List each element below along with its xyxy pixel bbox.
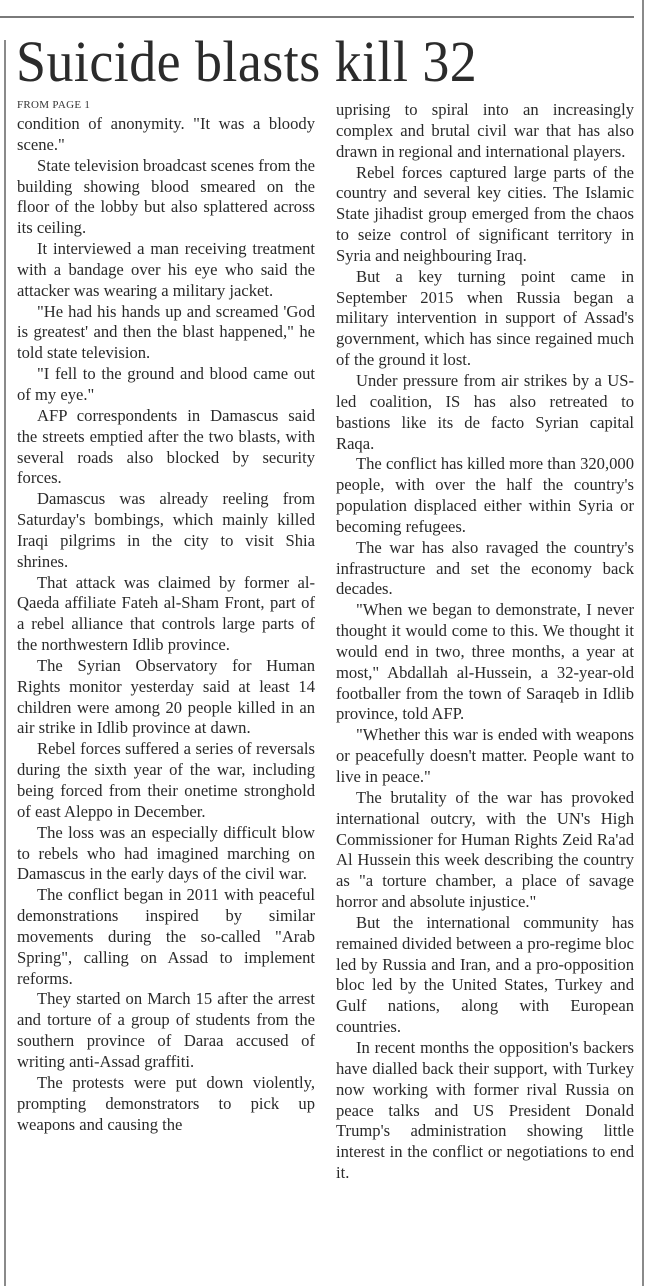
paragraph: "Whether this war is ended with weapons or peacefully doesn't matter. People want to live in peace." [336,725,634,786]
paragraph: AFP correspondents in Damascus said the streets emptied after the two blasts, with several roads also blocked by security forces. [17,405,315,488]
top-rule-divider [0,16,634,18]
paragraph: In recent months the opposition's backers have dialled back their support, with Turkey now working with former rival Russia on peace talks and US President Donald Trump's administration showing little interest in the conflict or negotiations to end it. [336,1037,634,1183]
paragraph: But a key turning point came in September 2015 when Russia began a military intervention in support of Assad's government, which has since regained much of the ground it lost. [336,266,634,370]
paragraph: The loss was an especially difficult blow to rebels who had imagined marching on Damascus in the early days of the civil war. [17,822,315,884]
paragraph: Under pressure from air strikes by a US-led coalition, IS has also retreated to bastions like its de facto Syrian capital Raqa. [336,370,634,453]
paragraph: uprising to spiral into an increasingly complex and brutal civil war that has also drawn in regional and international players. [336,100,634,161]
paragraph: State television broadcast scenes from the building showing blood smeared on the floor of the lobby but also splattered across its ceiling. [17,155,315,238]
paragraph: It interviewed a man receiving treatment with a bandage over his eye who said the attacker was wearing a military jacket. [17,239,315,300]
paragraph: The protests were put down violently, prompting demonstrators to pick up weapons and causing the [17,1072,315,1134]
paragraph: Damascus was already reeling from Saturday's bombings, which mainly killed Iraqi pilgrims in the city to visit Shia shrines. [17,489,315,571]
paragraph: condition of anonymity. "It was a bloody scene." [17,114,315,154]
paragraph: The brutality of the war has provoked international outcry, with the UN's High Commissioner for Human Rights Zeid Ra'ad Al Hussein this week describing the country as "a torture chamber, a place of savage horror and absolute injustice." [336,787,634,912]
paragraph: But the international community has remained divided between a pro-regime bloc led by Russia and Iran, and a pro-opposition bloc led by the United States, Turkey and Gulf nations, along with European countries. [336,912,634,1037]
paragraph: "He had his hands up and screamed 'God is greatest' and then the blast happened," he told state television. [17,301,315,363]
paragraph: Rebel forces captured large parts of the country and several key cities. The Islamic State jihadist group emerged from the chaos to seize control of significant territory in Syria and neighbouring Iraq. [336,162,634,265]
from-page-kicker: FROM PAGE 1 [17,99,91,111]
article-column-left [17,114,315,1135]
paragraph: That attack was claimed by former al-Qaeda affiliate Fateh al-Sham Front, part of a rebel alliance that controls large parts of the northwestern Idlib province. [17,572,315,655]
paragraph: "When we began to demonstrate, I never thought it would come to this. We thought it would end in two, three months, a year at most," Abdallah al-Hussein, a 32-year-old footballer from the town of Saraqeb in Idlib province, told AFP. [336,600,634,724]
paragraph: "I fell to the ground and blood came out of my eye." [17,364,315,404]
paragraph: Rebel forces suffered a series of reversals during the sixth year of the war, including being forced from their onetime stronghold of east Aleppo in December. [17,739,315,821]
right-border-divider [642,0,644,1286]
paragraph: The conflict has killed more than 320,000 people, with over the half the country's population displaced either within Syria or becoming refugees. [336,454,634,536]
paragraph: The Syrian Observatory for Human Rights monitor yesterday said at least 14 children were among 20 people killed in an air strike in Idlib province at dawn. [17,655,315,738]
headline: Suicide blasts kill 32 [16,29,478,94]
paragraph: They started on March 15 after the arrest and torture of a group of students from the southern province of Daraa accused of writing anti-Assad graffiti. [17,989,315,1071]
left-border-divider [4,40,6,1286]
paragraph: The conflict began in 2011 with peaceful demonstrations inspired by similar movements during the so-called "Arab Spring", calling on Assad to implement reforms. [17,885,315,988]
paragraph: The war has also ravaged the country's infrastructure and set the economy back decades. [336,537,634,599]
article-column-right [336,100,634,1184]
